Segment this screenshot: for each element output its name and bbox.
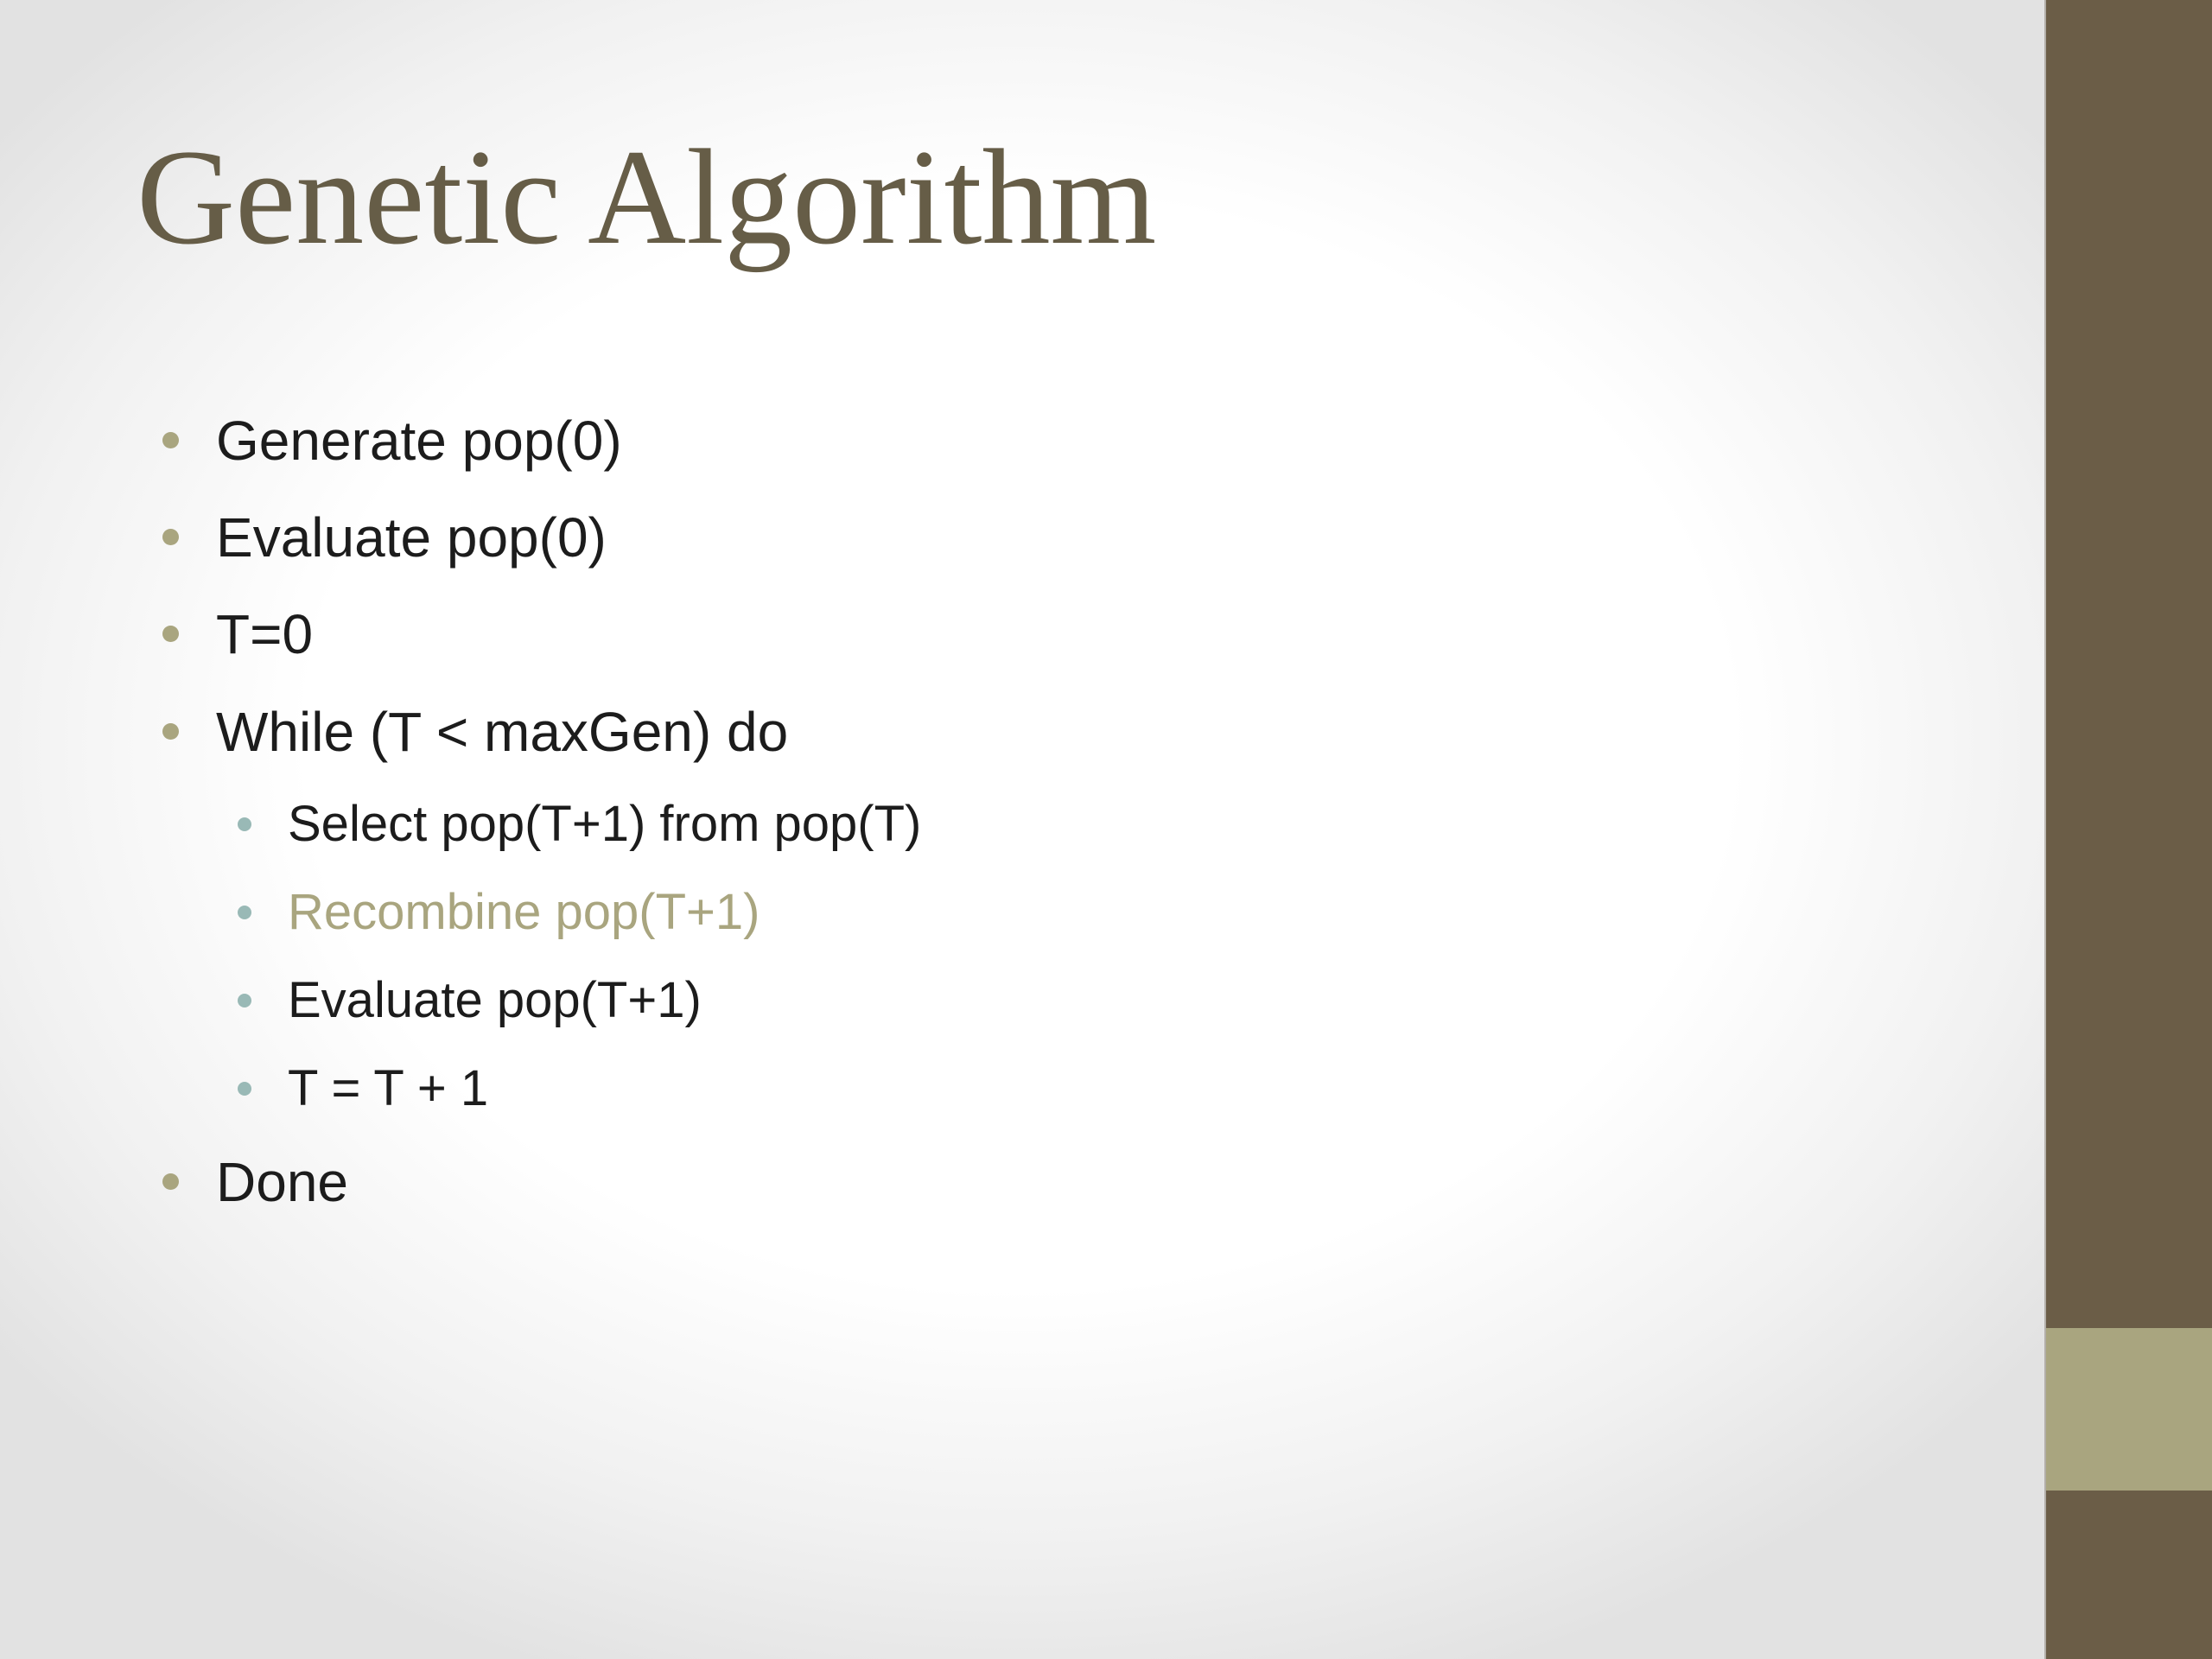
bullet-dot-icon: [238, 817, 251, 831]
bullet-dot-icon: [238, 1082, 251, 1096]
bullet-text: Generate pop(0): [216, 410, 622, 472]
bullet-item: [216, 1151, 348, 1213]
decorative-sidebar-accent: [2046, 1328, 2212, 1491]
sub-bullet-item: [288, 1060, 489, 1116]
bullet-dot-icon: [162, 626, 179, 642]
bullet-text: Evaluate pop(T+1): [288, 972, 702, 1028]
bullet-item: [216, 603, 314, 665]
bullet-text: Done: [216, 1151, 348, 1213]
bullet-text: T = T + 1: [288, 1060, 489, 1116]
bullet-dot-icon: [162, 1173, 179, 1190]
sub-bullet-item: [288, 884, 760, 940]
slide-title: Genetic Algorithm: [137, 122, 1157, 273]
bullet-dot-icon: [162, 723, 179, 740]
bullet-item: [216, 701, 789, 763]
bullet-dot-icon: [162, 432, 179, 448]
bullet-text: Select pop(T+1) from pop(T): [288, 796, 922, 852]
bullet-item: [216, 506, 607, 569]
bullet-dot-icon: [238, 994, 251, 1007]
bullet-text: While (T < maxGen) do: [216, 701, 789, 763]
bullet-item: [216, 410, 622, 472]
bullet-dot-icon: [162, 529, 179, 545]
bullet-dot-icon: [238, 906, 251, 919]
bullet-text: Evaluate pop(0): [216, 506, 607, 569]
bullet-text: Recombine pop(T+1): [288, 884, 760, 940]
bullet-text: T=0: [216, 603, 314, 665]
sub-bullet-item: [288, 796, 922, 852]
sub-bullet-item: [288, 972, 702, 1028]
